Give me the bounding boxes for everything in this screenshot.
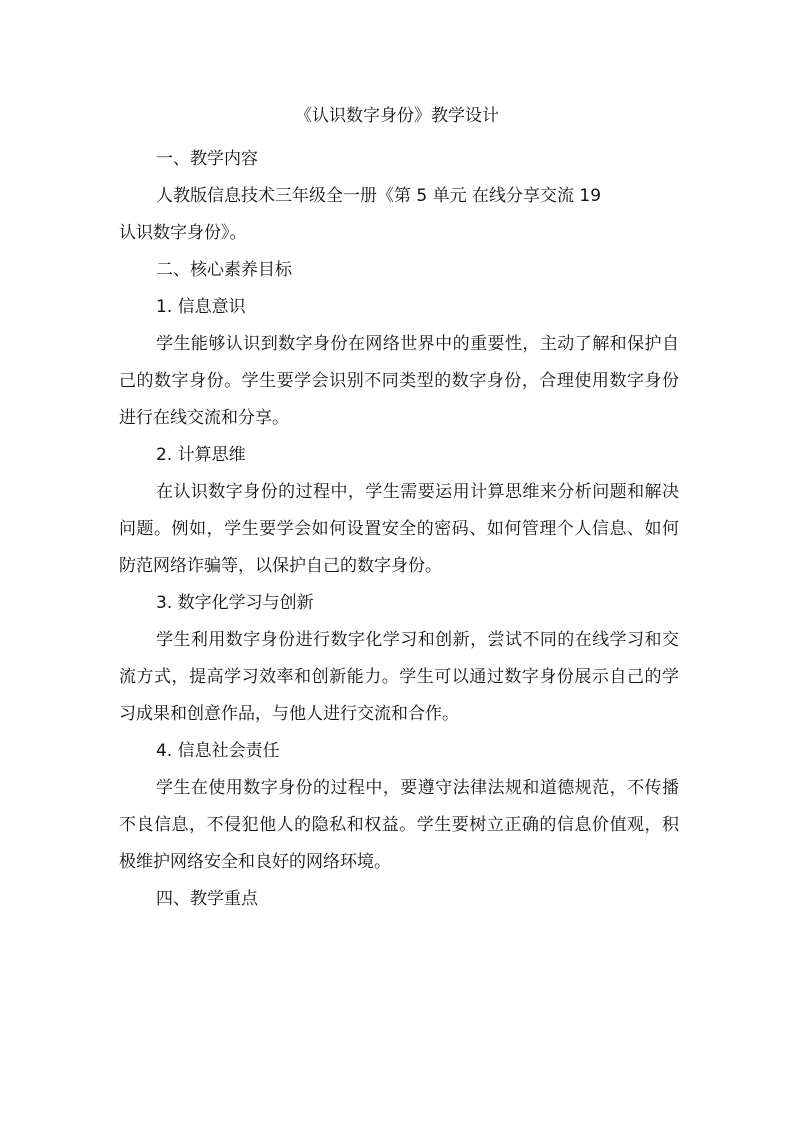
paragraph-digital-learning-innovation: 学生利用数字身份进行数字化学习和创新，尝试不同的在线学习和交流方式，提高学习效率和创新能力。学生可以通过数字身份展示自己的学习成果和创意作品，与他人进行交流和合作。 bbox=[119, 630, 679, 724]
subheading-digital-learning-innovation: 3. 数字化学习与创新 bbox=[156, 593, 314, 613]
paragraph-computational-thinking: 在认识数字身份的过程中，学生需要运用计算思维来分析问题和解决问题。例如，学生要学会如何设置安全的密码、如何管理个人信息、如何防范网络诈骗等，以保护自己的数字身份。 bbox=[119, 482, 679, 576]
section-heading-teaching-content: 一、教学内容 bbox=[156, 149, 258, 169]
paragraph-information-social-responsibility: 学生在使用数字身份的过程中，要遵守法律法规和道德规范，不传播不良信息，不侵犯他人的隐私和权益。学生要树立正确的信息价值观，积极维护网络安全和良好的网络环境。 bbox=[119, 778, 679, 872]
subheading-information-social-responsibility: 4. 信息社会责任 bbox=[156, 741, 280, 761]
section-heading-core-literacy-goals: 二、核心素养目标 bbox=[156, 260, 292, 280]
textbook-reference-continuation: 认识数字身份》。 bbox=[119, 223, 247, 243]
section-heading-teaching-focus: 四、教学重点 bbox=[156, 889, 258, 909]
subheading-information-awareness: 1. 信息意识 bbox=[156, 297, 246, 317]
textbook-reference-line: 人教版信息技术三年级全一册《第 5 单元 在线分享交流 19 bbox=[156, 186, 602, 206]
subheading-computational-thinking: 2. 计算思维 bbox=[156, 445, 246, 465]
document-title: 《认识数字身份》教学设计 bbox=[295, 106, 499, 126]
paragraph-information-awareness: 学生能够认识到数字身份在网络世界中的重要性，主动了解和保护自己的数字身份。学生要学会识别不同类型的数字身份，合理使用数字身份进行在线交流和分享。 bbox=[119, 334, 679, 428]
document-body bbox=[119, 141, 679, 918]
